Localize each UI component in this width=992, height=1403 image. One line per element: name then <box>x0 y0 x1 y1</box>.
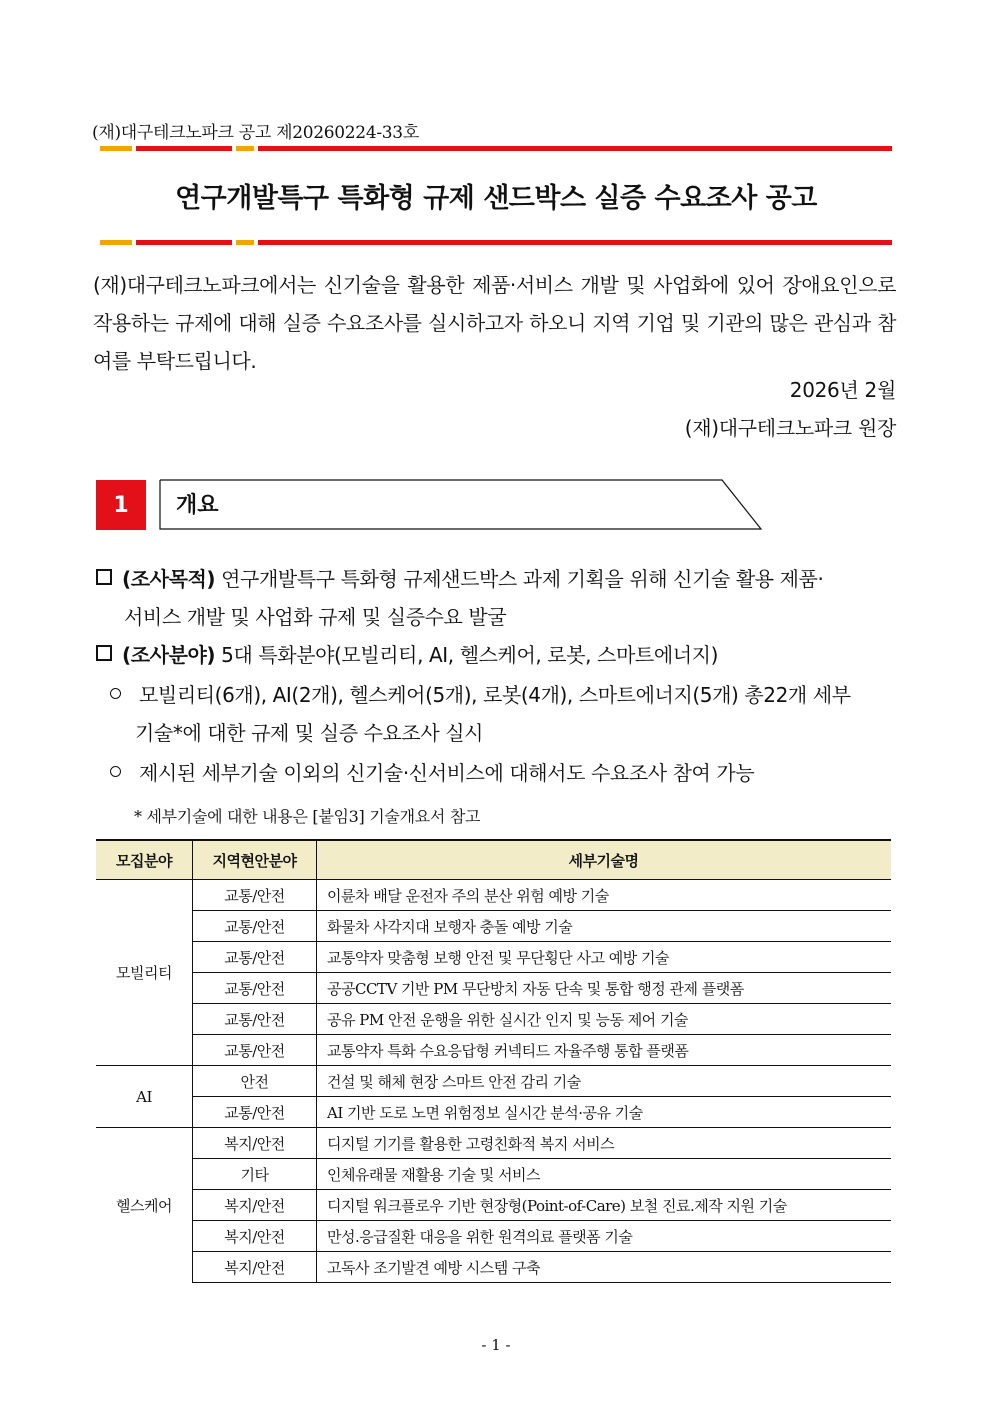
row-area: 기타 <box>193 1159 317 1190</box>
row-area: 교통/안전 <box>193 1097 317 1128</box>
sub-item-text-cont: 기술*에 대한 규제 및 실증 수요조사 실시 <box>135 721 484 745</box>
field-text: 5대 특화분야(모빌리티, AI, 헬스케어, 로봇, 스마트에너지) <box>215 643 718 667</box>
sub-item-extra-text: 제시된 세부기술 이외의 신기술·신서비스에 대해서도 수요조사 참여 가능 <box>139 761 755 785</box>
row-area: 교통/안전 <box>193 942 317 973</box>
table-header-row <box>96 840 891 880</box>
table-row <box>96 911 891 942</box>
table-row <box>96 1221 891 1252</box>
row-tech: 교통약자 특화 수요응답형 커넥티드 자율주행 통합 플랫폼 <box>317 1035 892 1066</box>
circle-bullet-icon <box>110 688 121 699</box>
page-number: - 1 - <box>481 1336 511 1354</box>
row-area: 교통/안전 <box>193 1035 317 1066</box>
header-field: 모집분야 <box>96 840 193 880</box>
row-tech: 고독사 조기발견 예방 시스템 구축 <box>317 1252 892 1283</box>
row-tech: 이륜차 배달 운전자 주의 분산 위험 예방 기술 <box>317 880 892 911</box>
table-row <box>96 1066 891 1097</box>
section-number-badge: 1 <box>96 480 146 530</box>
table-row <box>96 1128 891 1159</box>
table-row <box>96 973 891 1004</box>
table-row <box>96 1004 891 1035</box>
group-mobility: 모빌리티 <box>96 880 193 1066</box>
row-tech: 디지털 기기를 활용한 고령친화적 복지 서비스 <box>317 1128 892 1159</box>
row-area: 복지/안전 <box>193 1221 317 1252</box>
purpose-item <box>96 563 823 592</box>
row-tech: 건설 및 해체 현장 스마트 안전 감리 기술 <box>317 1066 892 1097</box>
notice-number: (재)대구테크노파크 공고 제20260224-33호 <box>92 123 419 143</box>
section-title: 개요 <box>176 493 219 518</box>
row-area: 교통/안전 <box>193 880 317 911</box>
row-tech: 교통약자 맞춤형 보행 안전 및 무단횡단 사고 예방 기술 <box>317 942 892 973</box>
page-title: 연구개발특구 특화형 규제 샌드박스 실증 수요조사 공고 <box>175 183 817 214</box>
row-area: 복지/안전 <box>193 1252 317 1283</box>
table-row <box>96 1035 891 1066</box>
table-row <box>96 1252 891 1283</box>
group-ai: AI <box>96 1066 193 1128</box>
sub-item-extra <box>110 757 754 786</box>
header-tech: 세부기술명 <box>317 840 892 880</box>
group-health: 헬스케어 <box>96 1128 193 1283</box>
circle-bullet-icon <box>110 766 121 777</box>
table-row <box>96 1159 891 1190</box>
issuer-name: (재)대구테크노파크 원장 <box>684 416 896 440</box>
row-area: 복지/안전 <box>193 1128 317 1159</box>
row-tech: 화물차 사각지대 보행자 충돌 예방 기술 <box>317 911 892 942</box>
purpose-text-cont: 서비스 개발 및 사업화 규제 및 실증수요 발굴 <box>124 605 507 629</box>
tech-table <box>96 839 891 1283</box>
sub-item-detail <box>110 679 851 708</box>
table-row <box>96 1097 891 1128</box>
row-tech: 공유 PM 안전 운행을 위한 실시간 인지 및 능동 제어 기술 <box>317 1004 892 1035</box>
row-tech: AI 기반 도로 노면 위험정보 실시간 분석·공유 기술 <box>317 1097 892 1128</box>
purpose-text: 연구개발특구 특화형 규제샌드박스 과제 기획을 위해 신기술 활용 제품· <box>215 567 824 591</box>
row-area: 복지/안전 <box>193 1190 317 1221</box>
row-tech: 만성.응급질환 대응을 위한 원격의료 플랫폼 기술 <box>317 1221 892 1252</box>
purpose-label: (조사목적) <box>122 567 216 591</box>
square-bullet-icon <box>96 645 112 661</box>
field-label: (조사분야) <box>122 643 216 667</box>
row-tech: 디지털 워크플로우 기반 현장형(Point-of-Care) 보철 진료.제작 지원 기술 <box>317 1190 892 1221</box>
notice-date: 2026년 2월 <box>789 378 896 402</box>
sub-item-text: 모빌리티(6개), AI(2개), 헬스케어(5개), 로봇(4개), 스마트에너지(5개) 총22개 세부 <box>139 683 851 707</box>
table-row <box>96 1190 891 1221</box>
footnote: * 세부기술에 대한 내용은 [붙임3] 기술개요서 참고 <box>134 807 481 826</box>
section-title-frame <box>159 479 763 531</box>
row-area: 교통/안전 <box>193 973 317 1004</box>
table-row <box>96 880 891 911</box>
row-tech: 인체유래물 재활용 기술 및 서비스 <box>317 1159 892 1190</box>
row-tech: 공공CCTV 기반 PM 무단방치 자동 단속 및 통합 행정 관제 플랫폼 <box>317 973 892 1004</box>
intro-paragraph: (재)대구테크노파크에서는 신기술을 활용한 제품·서비스 개발 및 사업화에 있어 장애요인으로 작용하는 규제에 대해 실증 수요조사를 실시하고자 하오니 지역 기업 및 기관의 많은 관심과 참여를 부탁드립니다. <box>93 273 896 373</box>
field-item <box>96 639 718 668</box>
header-area: 지역현안분야 <box>193 840 317 880</box>
row-area: 교통/안전 <box>193 1004 317 1035</box>
table-row <box>96 942 891 973</box>
row-area: 안전 <box>193 1066 317 1097</box>
square-bullet-icon <box>96 569 112 585</box>
row-area: 교통/안전 <box>193 911 317 942</box>
